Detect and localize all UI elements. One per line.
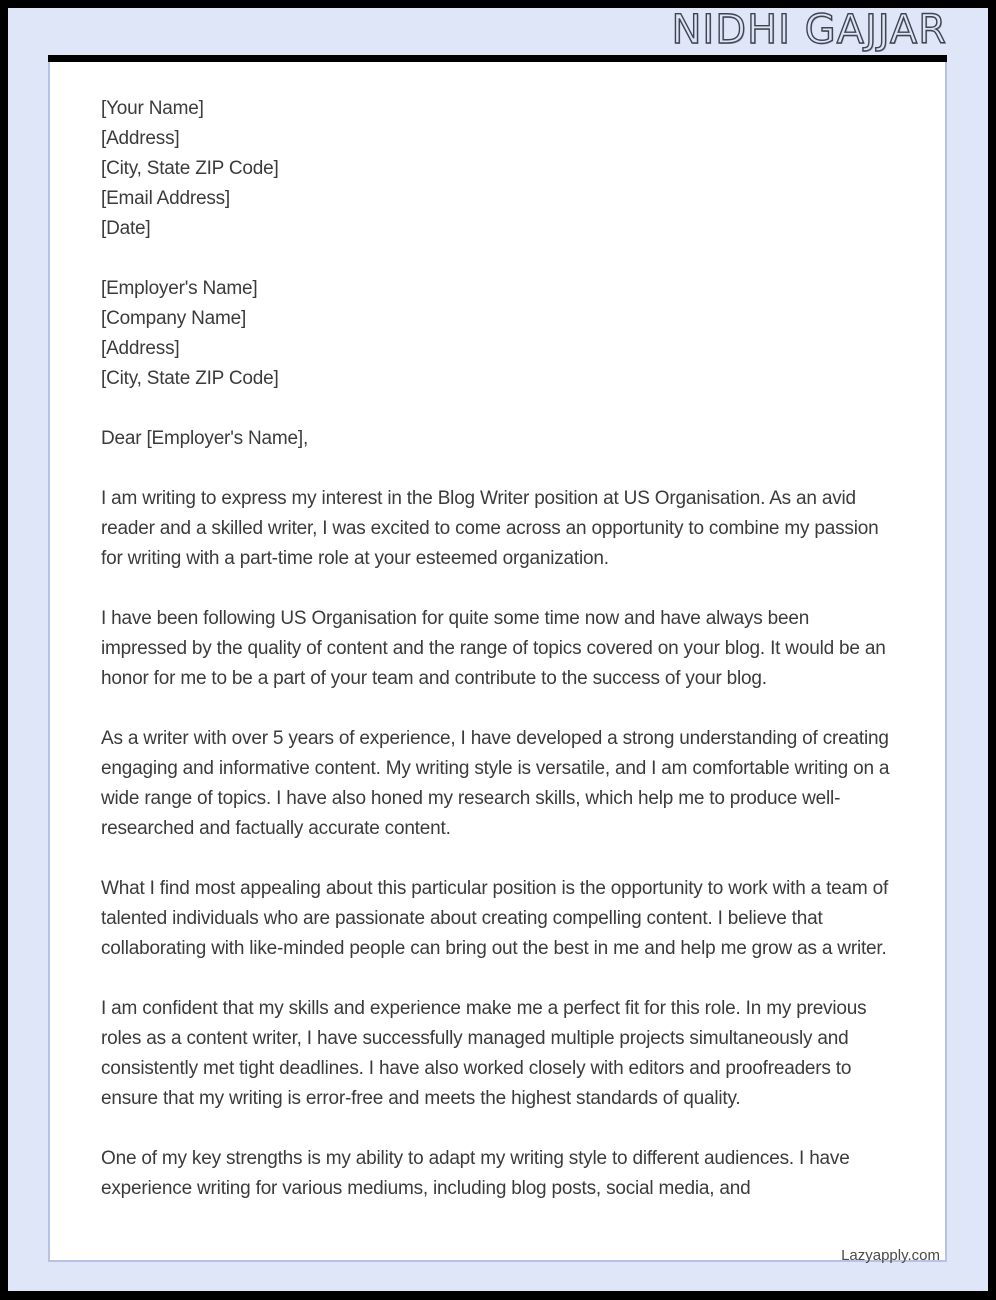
sender-date-line: [Date] (101, 218, 151, 239)
recipient-address-line: [Address] (101, 338, 180, 359)
recipient-name-line: [Employer's Name] (101, 278, 258, 299)
letter-content (101, 94, 899, 1204)
sender-name-line: [Your Name] (101, 98, 204, 119)
sender-city-line: [City, State ZIP Code] (101, 158, 279, 179)
paragraph-confidence: I am confident that my skills and experience make me a perfect fit for this role. In my previous roles as a content writer, I have successfully managed multiple projects simultaneously and consistently met tight deadlines. I have also worked closely with editors and proofreaders to ensure that my writing is error-free and meets the highest standards of quality. (101, 998, 867, 1109)
recipient-city-line: [City, State ZIP Code] (101, 368, 279, 389)
sender-address-line: [Address] (101, 128, 180, 149)
paragraph-appeal: What I find most appealing about this particular position is the opportunity to work with a team of talented individuals who are passionate about creating compelling content. I believe that collaborating with like-minded people can bring out the best in me and help me grow as a writer. (101, 878, 889, 959)
recipient-block (101, 274, 899, 394)
letter-page (48, 62, 947, 1262)
author-name-heading: NIDHI GAJJAR (671, 7, 947, 53)
sender-block (101, 94, 899, 244)
paragraph-strengths: One of my key strengths is my ability to adapt my writing style to different audiences. I have experience writing for various mediums, including blog posts, social media, and (101, 1148, 850, 1199)
watermark-text: Lazyapply.com (841, 1247, 940, 1264)
paragraph-experience: As a writer with over 5 years of experience, I have developed a strong understanding of creating engaging and informative content. My writing style is versatile, and I am comfortable writing on a wide range of topics. I have also honed my research skills, which help me to produce well-researched and factually accurate content. (101, 728, 890, 839)
header-divider-rule (48, 55, 947, 62)
salutation: Dear [Employer's Name], (101, 428, 309, 449)
sender-email-line: [Email Address] (101, 188, 230, 209)
paragraph-intro: I am writing to express my interest in the Blog Writer position at US Organisation. As an avid reader and a skilled writer, I was excited to come across an opportunity to combine my passion for writing with a part-time role at your esteemed organization. (101, 488, 879, 569)
paragraph-following: I have been following US Organisation for quite some time now and have always been impressed by the quality of content and the range of topics covered on your blog. It would be an honor for me to be a part of your team and contribute to the success of your blog. (101, 608, 886, 689)
recipient-company-line: [Company Name] (101, 308, 247, 329)
